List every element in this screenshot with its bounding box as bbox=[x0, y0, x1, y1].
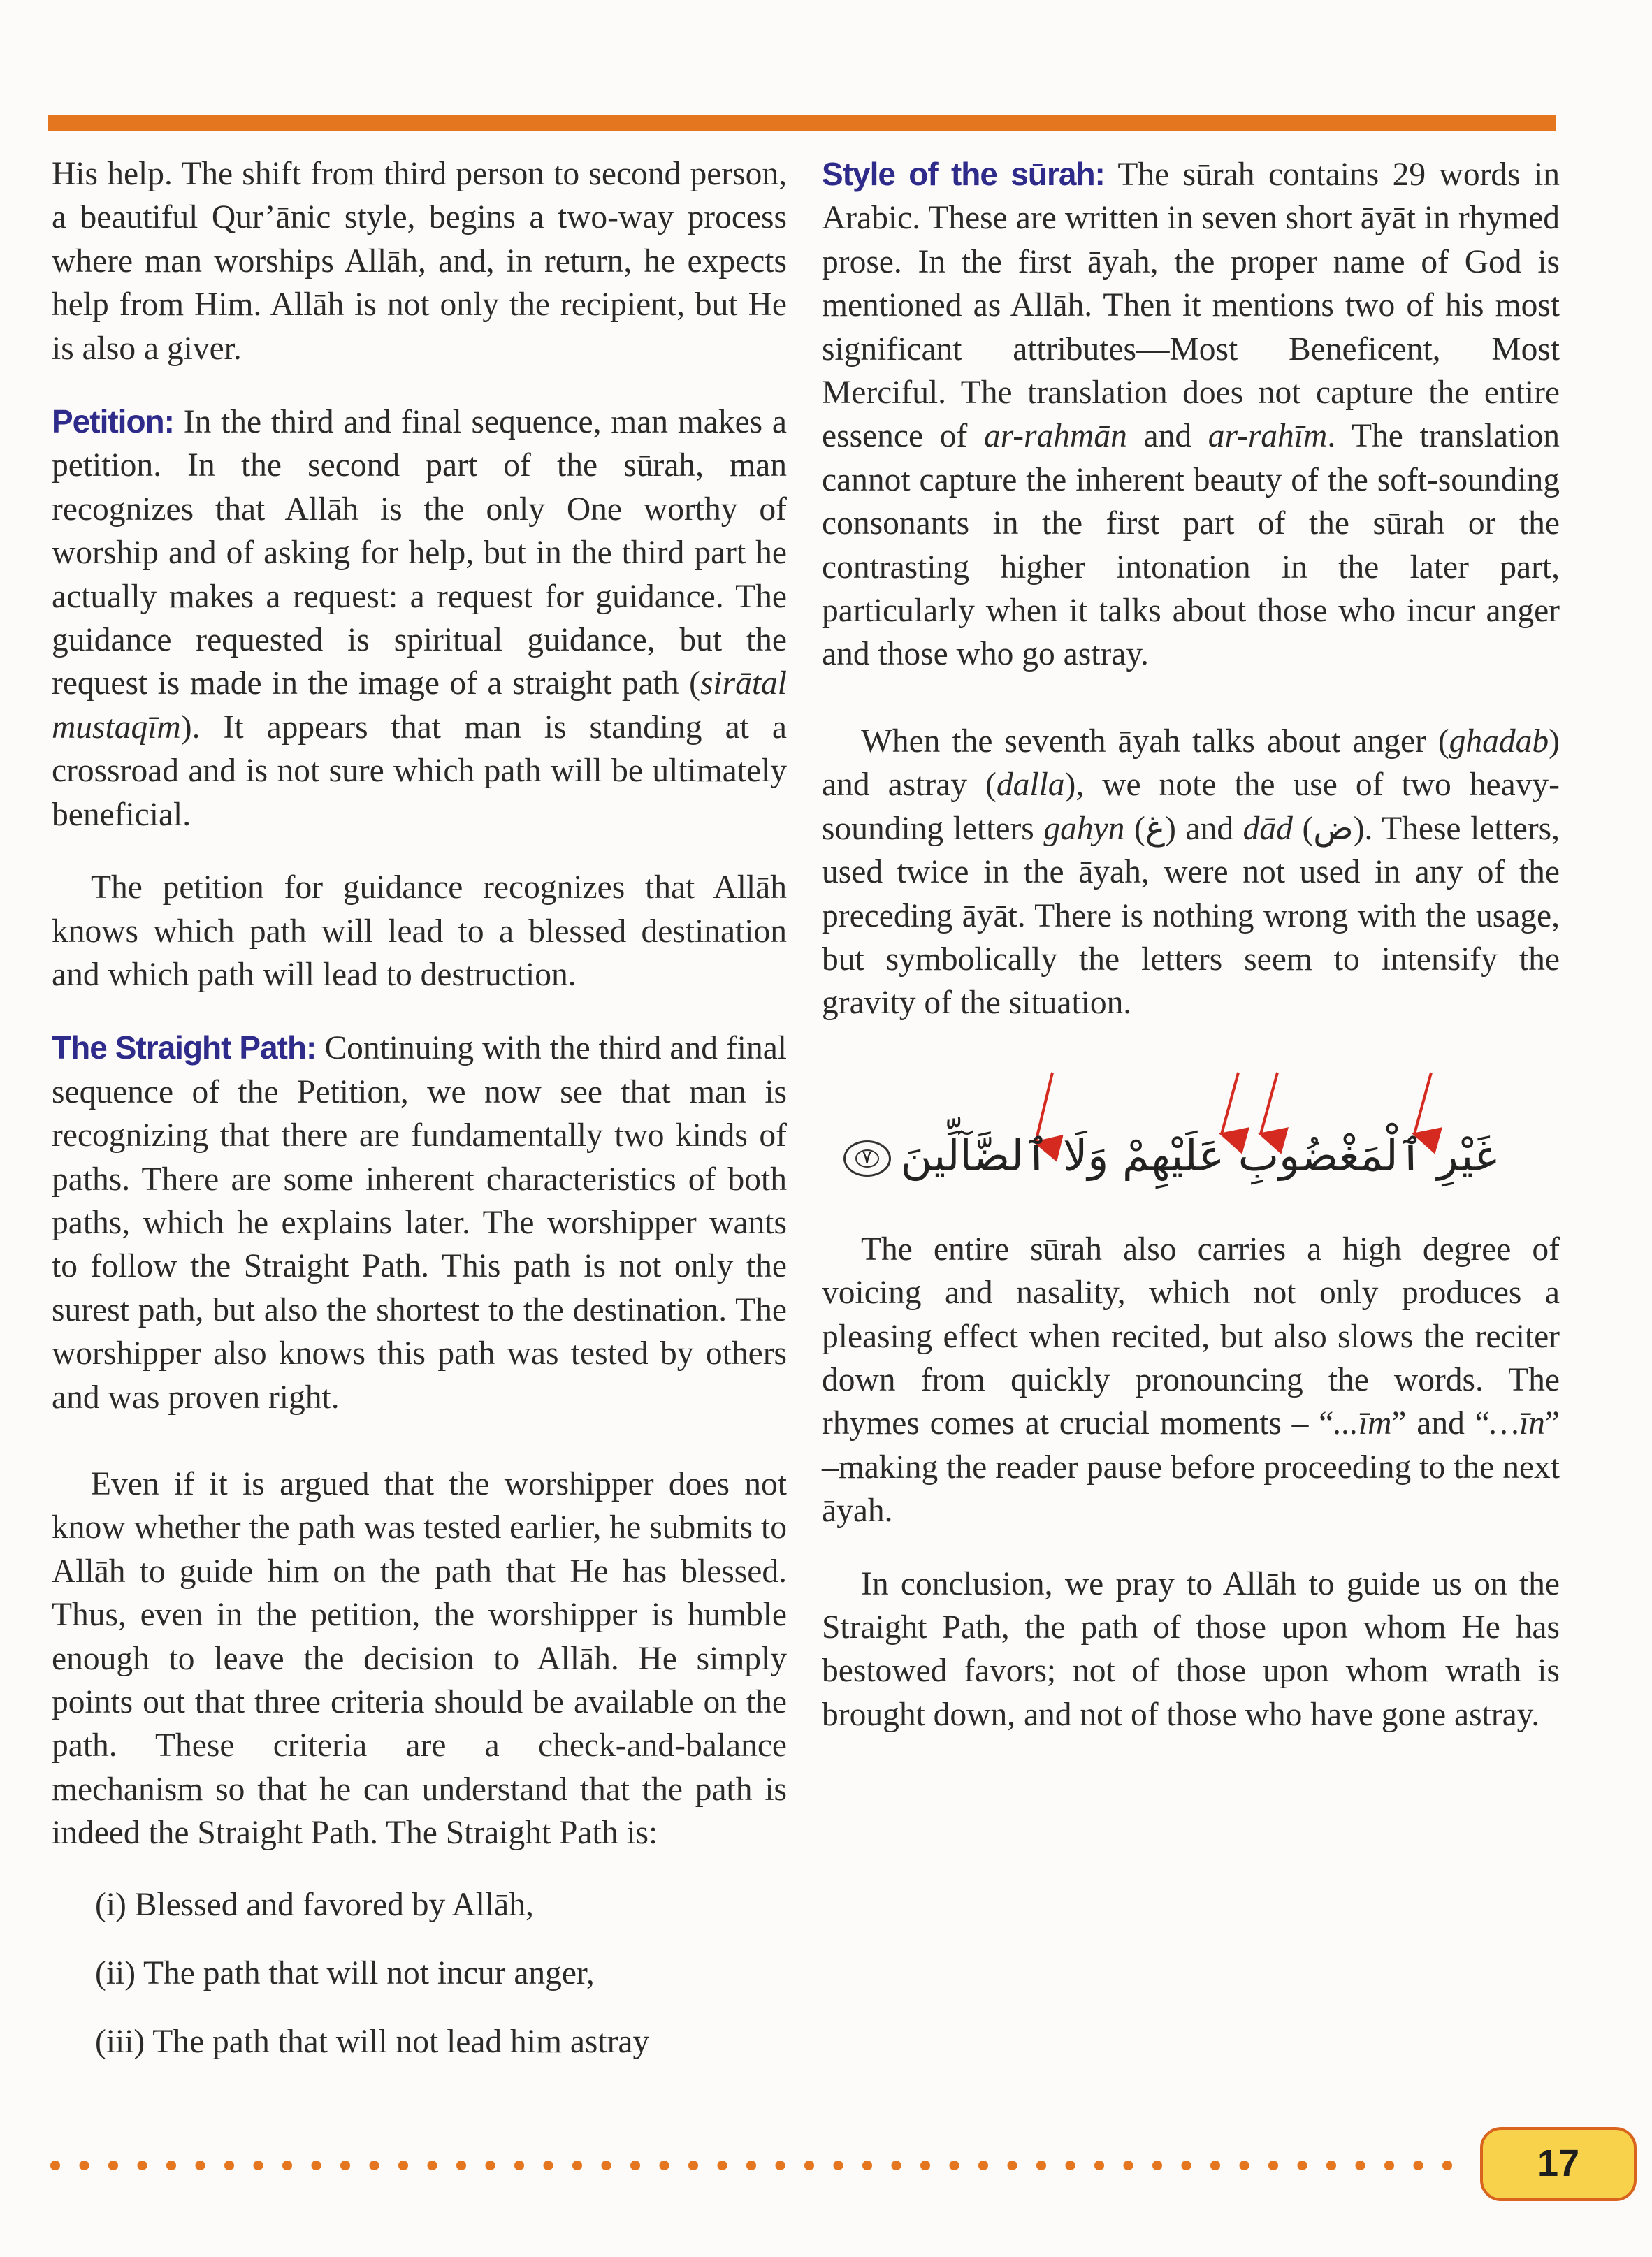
footer-dot bbox=[1268, 2161, 1278, 2170]
footer-dot bbox=[950, 2161, 959, 2170]
footer-dot bbox=[456, 2161, 466, 2170]
footer-dot bbox=[602, 2161, 611, 2170]
ayah-number-marker: ٧ bbox=[843, 1140, 891, 1177]
heading-style: Style of the sūrah: bbox=[822, 156, 1105, 192]
footer-dot bbox=[514, 2161, 524, 2170]
footer-dot bbox=[978, 2161, 988, 2170]
footer-dot bbox=[630, 2161, 640, 2170]
footer-dot bbox=[862, 2161, 872, 2170]
footer-dot bbox=[688, 2161, 698, 2170]
arabic-verse: غَيْرِ ٱلْمَغْضُوبِ عَلَيْهِمْ وَلَا ٱلضَّآلِّينَ٧ bbox=[843, 1131, 1497, 1180]
footer-dot bbox=[718, 2161, 727, 2170]
arrow-3 bbox=[1261, 1073, 1277, 1134]
footer-dot bbox=[80, 2161, 89, 2170]
footer-dot bbox=[1414, 2161, 1423, 2170]
footer-dot bbox=[1182, 2161, 1191, 2170]
footer-dot bbox=[50, 2161, 60, 2170]
footer-dot bbox=[1384, 2161, 1394, 2170]
footer-dot bbox=[1094, 2161, 1104, 2170]
list-item: (ii) The path that will not incur anger, bbox=[95, 1955, 595, 1992]
paragraph-style: Style of the sūrah: The sūrah contains 29 words in Arabic. These are written in seven short āyāt in rhymed prose. In the first āyah, the proper name of God is mentioned as Allāh. Then it mentions two of his most significant attributes—Most Beneficent, Most Merciful. The translation does not capture the entire essence of ar-rahmān and ar-rahīm. The translation cannot capture the inherent beauty of the soft-sounding consonants in the first part of the sūrah or the contrasting higher intonation in the later part, particularly when it talks about those who incur anger and those who go astray. bbox=[822, 156, 1560, 673]
heading-petition: Petition: bbox=[52, 403, 174, 440]
footer-dot bbox=[1356, 2161, 1365, 2170]
footer-dot bbox=[254, 2161, 263, 2170]
right-column bbox=[822, 152, 1560, 1736]
paragraph-conclusion: In conclusion, we pray to Allāh to guide us on the Straight Path, the path of those upon whom He has bestowed favors; not of those upon whom wrath is brought down, and not of those who have gone astray. bbox=[822, 1565, 1560, 1733]
footer-dot bbox=[340, 2161, 350, 2170]
footer-dot bbox=[1326, 2161, 1336, 2170]
footer-dot bbox=[166, 2161, 176, 2170]
paragraph-straight-path: The Straight Path: Continuing with the third and final sequence of the Petition, we now see that man is recognizing that there are fundamentally two kinds of paths. There are some inherent characteristics of both paths, which he explains later. The worshipper wants to follow the Straight Path. This path is not only the surest path, but also the shortest to the destination. The worshipper also knows this path was tested by others and was proven right. bbox=[52, 1029, 788, 1416]
footer-dot bbox=[776, 2161, 785, 2170]
footer-dot bbox=[1008, 2161, 1017, 2170]
paragraph-guidance: The petition for guidance recognizes that Allāh knows which path will lead to a blessed destination and which path will lead to destruction. bbox=[52, 869, 787, 993]
paragraph-voicing: The entire sūrah also carries a high degree of voicing and nasality, which not only produces a pleasing effect when recited, but also slows the reciter down from quickly pronouncing the words. The rhymes comes at crucial moments – “...īm” and “…īn” –making the reader pause before proceeding to the next āyah. bbox=[822, 1231, 1560, 1530]
footer-dot bbox=[804, 2161, 814, 2170]
footer-dot bbox=[1298, 2161, 1307, 2170]
footer-dot bbox=[892, 2161, 901, 2170]
page-number: 17 bbox=[1537, 2142, 1580, 2184]
footer-dot bbox=[138, 2161, 147, 2170]
paragraph-criteria: Even if it is argued that the worshipper does not know whether the path was tested earlier, he submits to Allāh to guide him on the path that He has blessed. Thus, even in the petition, the worshipper is humble enough to leave the decision to Allāh. He simply points out that three criteria should be available on the path. These criteria are a check-and-balance mechanism so that he can understand that the path is indeed the Straight Path. The Straight Path is: bbox=[52, 1465, 787, 1852]
footer-dot bbox=[920, 2161, 930, 2170]
footer-dot bbox=[196, 2161, 205, 2170]
paragraph-heavy-letters: When the seventh āyah talks about anger (ghadab) and astray (dalla), we note the use of two heavy-sounding letters gahyn (غ) and dād (ض). These letters, used twice in the āyah, were not used in any of the preceding āyāt. There is nothing wrong with the usage, but symbolically the letters seem to intensify the gravity of the situation. bbox=[822, 723, 1560, 1022]
footer-dot bbox=[1152, 2161, 1162, 2170]
footer-dot bbox=[660, 2161, 669, 2170]
footer-dot bbox=[370, 2161, 379, 2170]
footer-dot bbox=[1124, 2161, 1133, 2170]
footer-dot bbox=[834, 2161, 843, 2170]
footer-dot bbox=[1442, 2161, 1452, 2170]
arrow-2 bbox=[1222, 1073, 1238, 1134]
footer-dot bbox=[282, 2161, 292, 2170]
footer-dot bbox=[108, 2161, 118, 2170]
footer-dot bbox=[1036, 2161, 1046, 2170]
footer-dot bbox=[1210, 2161, 1220, 2170]
term-sirat: sirātal mustaqīm bbox=[52, 665, 787, 746]
footer-dot bbox=[746, 2161, 756, 2170]
footer-dot-leader bbox=[49, 2159, 1468, 2172]
paragraph-petition: Petition: In the third and final sequence, man makes a petition. In the second part of the sūrah, man recognizes that Allāh is the only One worthy of worship and of asking for help, but in the third part he actually makes a request: a request for guidance. The guidance requested is spiritual guidance, but the request is made in the image of a straight path (sirātal mustaqīm). It appears that man is standing at a crossroad and is not sure which path will be ultimately beneficial. bbox=[52, 403, 787, 833]
footer-dot bbox=[1066, 2161, 1075, 2170]
footer-dot bbox=[544, 2161, 553, 2170]
heading-straight-path: The Straight Path: bbox=[52, 1029, 317, 1066]
top-orange-rule bbox=[48, 115, 1556, 131]
list-item: (i) Blessed and favored by Allāh, bbox=[95, 1886, 534, 1923]
left-column bbox=[52, 152, 787, 2064]
arrow-4 bbox=[1414, 1073, 1431, 1134]
footer-dot bbox=[398, 2161, 408, 2170]
footer-dot bbox=[428, 2161, 437, 2170]
footer-dot bbox=[1240, 2161, 1249, 2170]
footer-dot bbox=[312, 2161, 321, 2170]
footer-dot bbox=[486, 2161, 495, 2170]
footer-dot bbox=[572, 2161, 582, 2170]
list-item: (iii) The path that will not lead him astray bbox=[95, 2024, 650, 2061]
arabic-verse-block bbox=[822, 1064, 1560, 1197]
paragraph-intro: His help. The shift from third person to second person, a beautiful Qur’ānic style, begins a two-way process where man worships Allāh, and, in return, he expects help from Him. Allāh is not only the recipient, but He is also a giver. bbox=[52, 156, 787, 367]
page-number-badge bbox=[1480, 2127, 1637, 2201]
footer-dot bbox=[224, 2161, 234, 2170]
